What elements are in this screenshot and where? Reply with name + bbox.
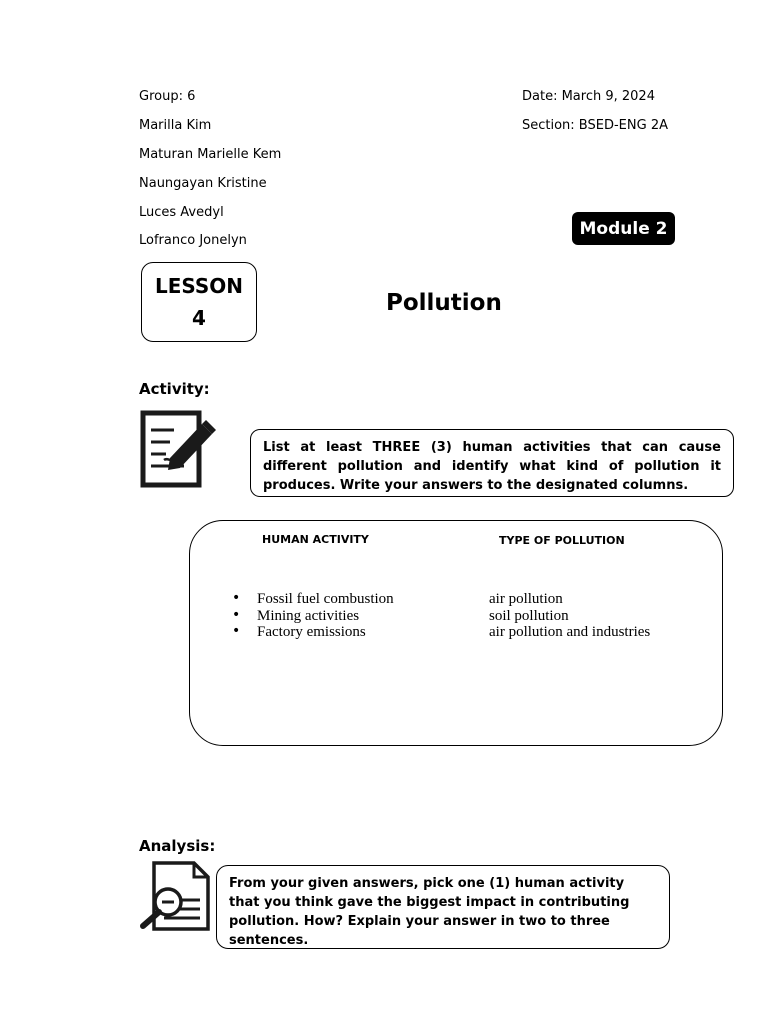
lesson-number: 4	[192, 306, 206, 330]
activity-cell: Mining activities	[257, 608, 360, 624]
document-pen-icon	[140, 410, 216, 488]
activity-cell: Factory emissions	[257, 624, 366, 640]
document-magnifier-icon	[138, 860, 212, 932]
date-label: Date: March 9, 2024	[522, 89, 655, 104]
pollution-cell: air pollution and industries	[489, 624, 651, 640]
page-title: Pollution	[386, 290, 502, 316]
activity-heading: Activity:	[139, 380, 210, 398]
member-name: Maturan Marielle Kem	[139, 147, 282, 162]
member-name: Luces Avedyl	[139, 205, 224, 220]
member-name: Marilla Kim	[139, 118, 212, 133]
module-badge: Module 2	[572, 212, 675, 245]
bullet-icon: •	[232, 590, 241, 606]
analysis-heading: Analysis:	[139, 837, 216, 855]
pollution-cell: air pollution	[489, 591, 563, 607]
activity-instruction: List at least THREE (3) human activities that can cause different pollution and identify what kind of pollution it produces. Write your answers to the designated columns.	[250, 429, 734, 497]
lesson-word: LESSON	[154, 274, 244, 298]
analysis-prompt: From your given answers, pick one (1) human activity that you think gave the biggest impact in contributing pollution. How? Explain your answer in two to three sentences.	[216, 865, 670, 949]
bullet-icon: •	[232, 623, 241, 639]
member-name: Naungayan Kristine	[139, 176, 267, 191]
lesson-box	[141, 262, 257, 342]
member-name: Lofranco Jonelyn	[139, 233, 247, 248]
bullet-icon: •	[232, 607, 241, 623]
section-label: Section: BSED-ENG 2A	[522, 118, 668, 133]
column-header-pollution: TYPE OF POLLUTION	[499, 534, 625, 547]
column-header-activity: HUMAN ACTIVITY	[262, 533, 369, 546]
activity-cell: Fossil fuel combustion	[257, 591, 394, 607]
pollution-cell: soil pollution	[489, 608, 569, 624]
group-label: Group: 6	[139, 89, 196, 104]
